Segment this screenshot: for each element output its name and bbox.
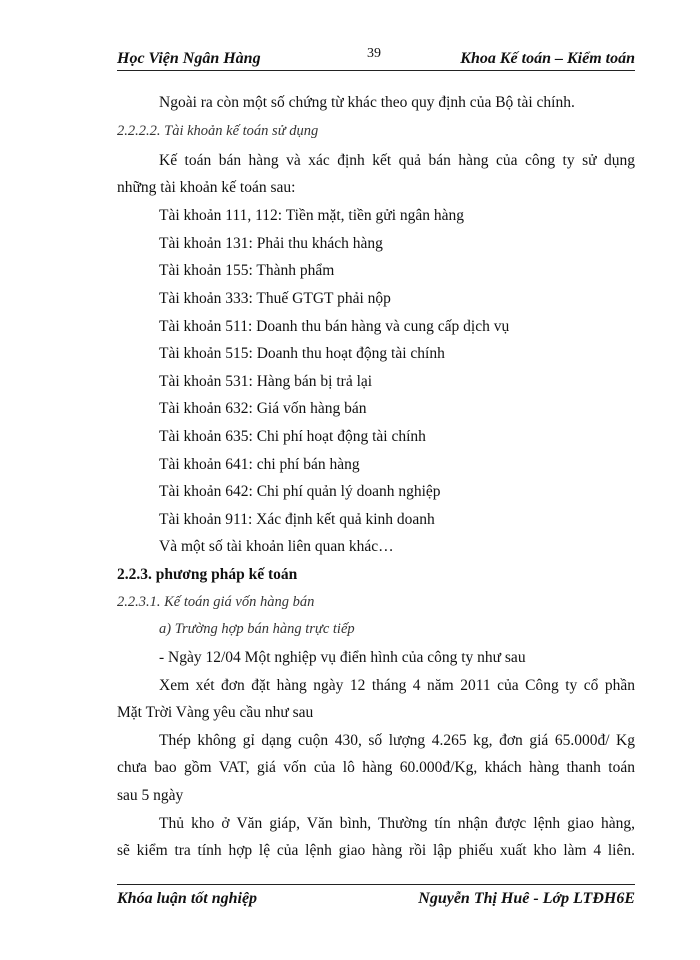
paragraph-line: Mặt Trời Vàng yêu cầu như sau [117, 704, 314, 721]
paragraph-line: Xem xét đơn đặt hàng ngày 12 tháng 4 năm 2011 của Công ty cổ phần [159, 677, 635, 694]
accounts-tail: Và một số tài khoản liên quan khác… [159, 538, 394, 555]
account-item: Tài khoản 642: Chi phí quản lý doanh nghiệp [159, 483, 441, 500]
footer-rule [117, 884, 635, 885]
page-footer [117, 884, 635, 914]
dash-paragraph: - Ngày 12/04 Một nghiệp vụ điển hình của công ty như sau [159, 649, 526, 666]
account-item: Tài khoản 155: Thành phẩm [159, 262, 335, 279]
page-number: 39 [367, 46, 381, 61]
paragraph-line: chưa bao gồm VAT, giá vốn của lô hàng 60.000đ/Kg, khách hàng thanh toán [117, 759, 635, 776]
account-item: Tài khoản 111, 112: Tiền mặt, tiền gửi ngân hàng [159, 207, 465, 224]
account-item: Tài khoản 333: Thuế GTGT phải nộp [159, 290, 391, 307]
intro-paragraph: Ngoài ra còn một số chứng từ khác theo quy định của Bộ tài chính. [159, 94, 575, 111]
paragraph-line: sau 5 ngày [117, 787, 184, 804]
header-institution: Học Viện Ngân Hàng [117, 50, 261, 67]
paragraph-line: sẽ kiểm tra tính hợp lệ của lệnh giao hàng rồi lập phiếu xuất kho làm 4 liên. [117, 842, 635, 859]
header-department: Khoa Kế toán – Kiểm toán [460, 50, 635, 67]
footer-author: Nguyễn Thị Huê - Lớp LTĐH6E [418, 890, 635, 907]
header-rule [117, 70, 635, 71]
section-heading-2222: 2.2.2.2. Tài khoản kế toán sử dụng [117, 123, 319, 139]
section-heading-2231: 2.2.3.1. Kế toán giá vốn hàng bán [117, 594, 315, 610]
account-item: Tài khoản 131: Phải thu khách hàng [159, 235, 383, 252]
account-item: Tài khoản 531: Hàng bán bị trả lại [159, 373, 373, 390]
paragraph-line: Kế toán bán hàng và xác định kết quả bán hàng của công ty sử dụng [159, 152, 635, 169]
account-item: Tài khoản 635: Chi phí hoạt động tài chính [159, 428, 426, 445]
account-item: Tài khoản 515: Doanh thu hoạt động tài chính [159, 345, 445, 362]
subsection-heading-a: a) Trường hợp bán hàng trực tiếp [159, 621, 355, 637]
account-item: Tài khoản 911: Xác định kết quả kinh doanh [159, 511, 435, 528]
section-heading-223: 2.2.3. phương pháp kế toán [117, 566, 298, 583]
account-item: Tài khoản 632: Giá vốn hàng bán [159, 400, 367, 417]
footer-thesis-label: Khóa luận tốt nghiệp [117, 890, 258, 907]
page-header [117, 42, 635, 72]
paragraph-line: Thép không gỉ dạng cuộn 430, số lượng 4.265 kg, đơn giá 65.000đ/ Kg [159, 732, 635, 749]
account-item: Tài khoản 641: chi phí bán hàng [159, 456, 360, 473]
account-item: Tài khoản 511: Doanh thu bán hàng và cung cấp dịch vụ [159, 318, 510, 335]
paragraph-line: Thủ kho ở Văn giáp, Văn bình, Thường tín nhận được lệnh giao hàng, [159, 815, 635, 832]
paragraph-line: những tài khoản kế toán sau: [117, 179, 296, 196]
